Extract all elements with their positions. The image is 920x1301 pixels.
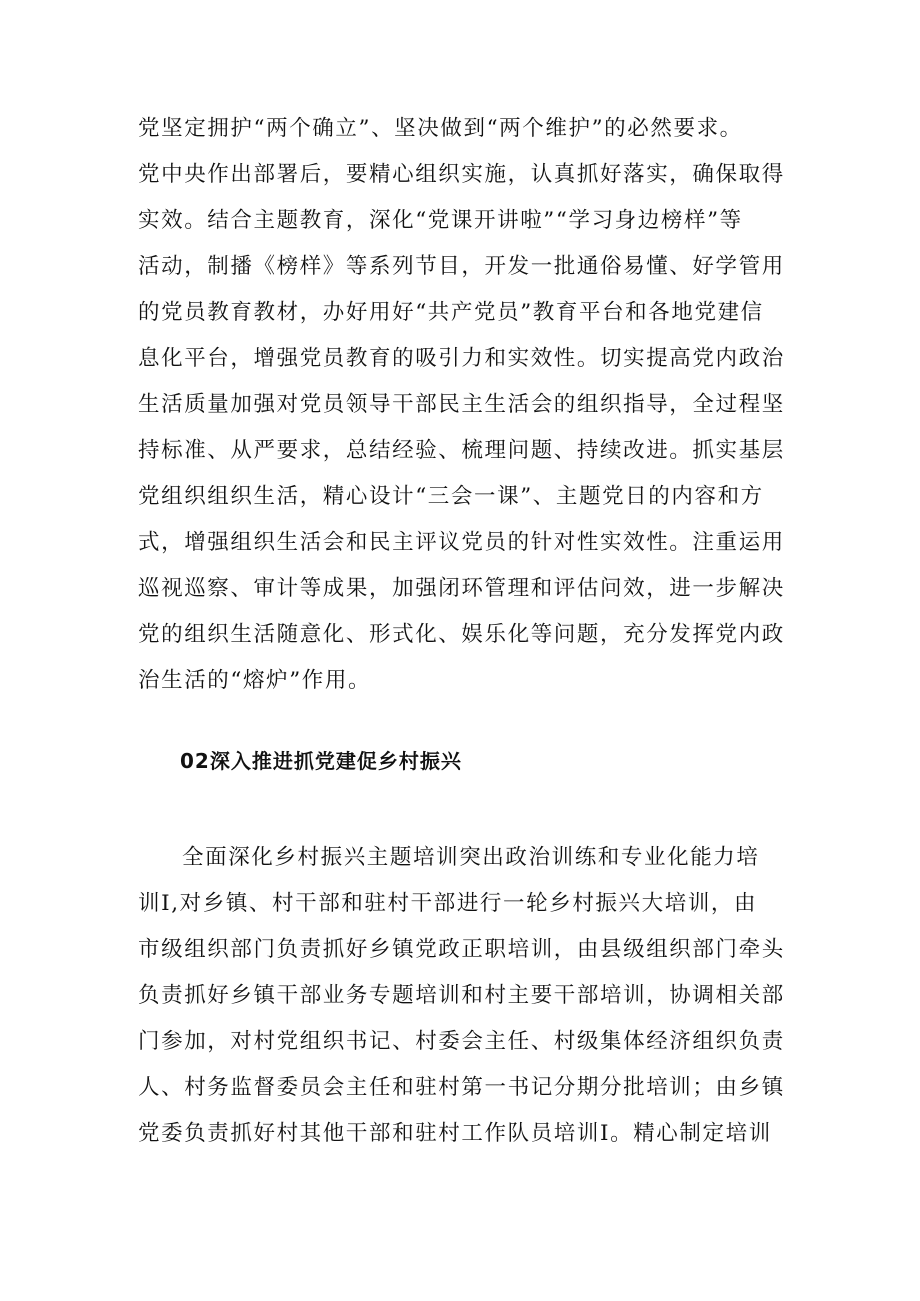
paragraph-2-line: 市级组织部门负责抓好乡镇党政正职培训，由县级组织部门牵头 bbox=[138, 937, 785, 962]
paragraph-1-line: 党组织组织生活，精心设计“三会一课”、主题党日的内容和方 bbox=[138, 484, 764, 509]
paragraph-2-line: 全面深化乡村振兴主题培训突出政治训练和专业化能力培 bbox=[182, 845, 760, 870]
paragraph-2-line: 训I,对乡镇、村干部和驻村干部进行一轮乡村振兴大培训，由 bbox=[138, 891, 758, 916]
paragraph-1-line: 活动，制播《榜样》等系列节目，开发一批通俗易懂、好学管用 bbox=[138, 254, 785, 279]
paragraph-1-line: 巡视巡察、审计等成果，加强闭环管理和评估问效，进一步解决 bbox=[138, 576, 785, 601]
paragraph-1-line: 式，增强组织生活会和民主评议党员的针对性实效性。注重运用 bbox=[138, 530, 785, 555]
paragraph-1-line: 实效。结合主题教育，深化“党课开讲啦”“学习身边榜样”等 bbox=[138, 208, 743, 233]
paragraph-1-line: 治生活的“熔炉”作用。 bbox=[138, 668, 372, 693]
paragraph-1-line: 的党员教育教材，办好用好“共产党员”教育平台和各地党建信 bbox=[138, 300, 764, 325]
paragraph-2-line: 人、村务监督委员会主任和驻村第一书记分期分批培训；由乡镇 bbox=[138, 1075, 785, 1100]
paragraph-1-line: 党中央作出部署后，要精心组织实施，认真抓好落实，确保取得 bbox=[138, 162, 785, 187]
paragraph-1-line: 生活质量加强对党员领导干部民主生活会的组织指导，全过程坚 bbox=[138, 392, 785, 417]
paragraph-1-line: 持标准、从严要求，总结经验、梳理问题、持续改进。抓实基层 bbox=[138, 438, 785, 463]
paragraph-2-line: 门参加，对村党组织书记、村委会主任、村级集体经济组织负责 bbox=[138, 1029, 785, 1054]
paragraph-2-line: 党委负责抓好村其他干部和驻村工作队员培训I。精心制定培训 bbox=[138, 1121, 772, 1146]
paragraph-1-line: 息化平台，增强党员教育的吸引力和实效性。切实提高党内政治 bbox=[138, 346, 785, 371]
paragraph-1-line: 党的组织生活随意化、形式化、娱乐化等问题，充分发挥党内政 bbox=[138, 622, 785, 647]
paragraph-2-line: 负责抓好乡镇干部业务专题培训和村主要干部培训，协调相关部 bbox=[138, 983, 785, 1008]
paragraph-1-line: 党坚定拥护“两个确立”、坚决做到“两个维护”的必然要求。 bbox=[138, 116, 743, 141]
section-heading: 02深入推进抓党建促乡村振兴 bbox=[180, 749, 462, 773]
